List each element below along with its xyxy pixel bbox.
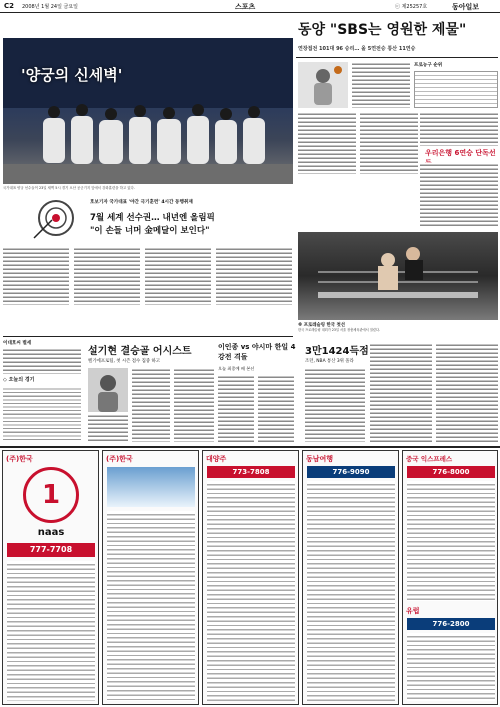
body-text-col bbox=[216, 247, 292, 305]
ad-tel: 773-7808 bbox=[207, 466, 295, 478]
story2-text bbox=[218, 375, 254, 442]
ad-list bbox=[7, 561, 95, 701]
right-subhead: 연장접전 101대 96 승리… 올 5연전승 통산 11연승 bbox=[298, 46, 416, 52]
ad-list bbox=[407, 633, 495, 701]
story1-headline: 설기현 결승골 어시스트 bbox=[88, 346, 192, 357]
wrestling-photo bbox=[298, 232, 498, 320]
obituary-text bbox=[3, 348, 81, 374]
ad-title: 대양주 bbox=[206, 455, 227, 463]
ad-title: 중국 익스프레스 bbox=[406, 455, 453, 463]
ad-block bbox=[402, 450, 498, 705]
ad-image bbox=[107, 467, 195, 507]
ad-logo-icon: 1 bbox=[23, 467, 79, 523]
body-text-col bbox=[3, 247, 69, 305]
standings-table bbox=[414, 71, 498, 108]
obituary-title: 이대호씨 별세 bbox=[3, 341, 32, 346]
ad-title: (주)한국 bbox=[106, 455, 133, 463]
ad-tel: 776-8000 bbox=[407, 466, 495, 478]
ad-block bbox=[202, 450, 299, 705]
ad-brand: naas bbox=[37, 527, 65, 538]
wrestling-caption-title: ※ 프로레슬링 한국 첫선 bbox=[298, 323, 346, 328]
divider bbox=[3, 336, 293, 337]
ad-list bbox=[407, 481, 495, 601]
story3-text bbox=[305, 368, 365, 442]
right-headline: 동양 "SBS는 영원한 제물" bbox=[298, 22, 467, 38]
story2-text bbox=[258, 375, 294, 442]
photo-caption: 국가대표 양궁 선수들이 23일 새벽 5시 경기 오산 공군기지 앞에서 강화훈련을 하고 있다. bbox=[3, 186, 135, 190]
ads-divider bbox=[0, 446, 500, 448]
ad-title: 동남여행 bbox=[306, 455, 334, 463]
archery-photo bbox=[3, 38, 293, 184]
right-body-text bbox=[352, 62, 410, 108]
right-body-text bbox=[298, 112, 356, 174]
archery-photo-scene bbox=[3, 38, 293, 184]
photo-title: '양궁의 신세벽' bbox=[21, 66, 123, 84]
body-text-col bbox=[74, 247, 140, 305]
ad-tel: 776-9090 bbox=[307, 466, 395, 478]
ad-title: (주)한국 bbox=[6, 455, 33, 463]
ad-list bbox=[307, 481, 395, 701]
standings-title: 프로농구 순위 bbox=[414, 63, 443, 68]
section-name: 스포츠 bbox=[235, 3, 256, 11]
right-body-text bbox=[360, 112, 418, 174]
story3-headline: 3만1424득점 bbox=[305, 346, 369, 357]
today-games-title: ◇ 오늘의 경기 bbox=[3, 377, 35, 383]
story1-text bbox=[88, 414, 128, 442]
story1-text bbox=[132, 368, 170, 442]
story1-text bbox=[174, 368, 214, 442]
story-kicker: 호보기자 국가대표 '야간 극기훈련' 4시간 동행취재 bbox=[90, 200, 193, 205]
story2-subhead: 오늘 최종예 배 본선 bbox=[218, 366, 255, 371]
ad-list bbox=[107, 511, 195, 701]
body-text-col bbox=[145, 247, 211, 305]
basketball-photo bbox=[298, 62, 348, 108]
story2-headline: 이인종 vs 야시마 한일 4강전 격돌 bbox=[218, 343, 296, 361]
issue-number: ⓒ 제25257호 bbox=[395, 4, 428, 10]
sub-headline: 우리은행 6연승 단독선 bbox=[425, 149, 496, 157]
story3-subhead: 조던, NBA 통산 3위 올라 bbox=[305, 359, 354, 364]
today-games-list bbox=[3, 386, 81, 442]
ad-block bbox=[102, 450, 199, 705]
ad-tel: 777-7708 bbox=[7, 543, 95, 557]
ad-block bbox=[2, 450, 99, 705]
archery-target-icon bbox=[30, 196, 82, 242]
divider bbox=[296, 57, 498, 58]
story3-text bbox=[370, 343, 432, 442]
ad-tel: 776-2800 bbox=[407, 618, 495, 630]
page-number: C2 bbox=[4, 2, 15, 10]
masthead bbox=[0, 0, 500, 13]
story-headline: 7월 세계 선수권… 내년엔 올림픽 "이 손들 너머 金메달이 보인다" bbox=[90, 213, 215, 236]
right-body-text bbox=[420, 112, 498, 146]
ad-block bbox=[302, 450, 399, 705]
story1-subhead: 벨기에프로팀, 첫 시즌 점수 집중 하고 bbox=[88, 359, 160, 364]
ad-list bbox=[207, 481, 295, 701]
ad-title: 유럽 bbox=[406, 607, 420, 615]
story3-text bbox=[436, 343, 498, 442]
paper-name: 동아일보 bbox=[452, 3, 480, 11]
wrestling-caption: 한국 프로레슬링 대회가 23일 서울 장충체육관에서 열렸다. bbox=[298, 328, 380, 332]
issue-date: 2008년 1월 24일 금요일 bbox=[22, 4, 79, 10]
player-photo bbox=[88, 368, 128, 412]
right-body-text bbox=[420, 163, 498, 228]
